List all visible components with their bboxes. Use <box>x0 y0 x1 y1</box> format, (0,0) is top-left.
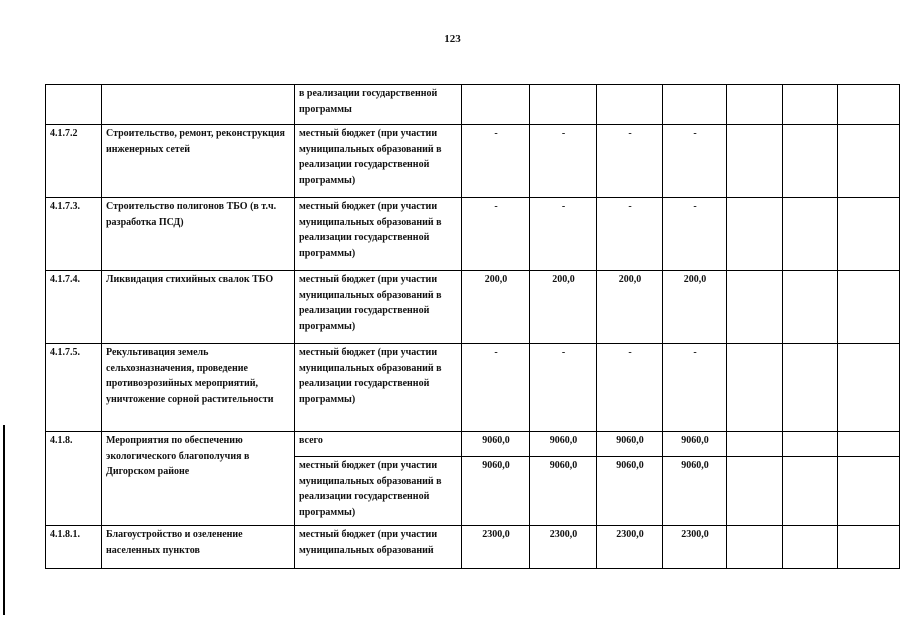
empty-cell <box>783 85 838 125</box>
row-value: 200,0 <box>597 271 663 344</box>
row-source: местный бюджет (при участии муниципальных образований в реализации государственной программы) <box>295 198 462 271</box>
row-value <box>597 85 663 125</box>
row-name: Ликвидация стихийных свалок ТБО <box>102 271 295 344</box>
row-code: 4.1.7.4. <box>46 271 102 344</box>
row-value: - <box>597 344 663 432</box>
empty-cell <box>838 198 900 271</box>
row-source: местный бюджет (при участии муниципальных образований в реализации государственной программы) <box>295 125 462 198</box>
row-code: 4.1.7.5. <box>46 344 102 432</box>
empty-cell <box>838 85 900 125</box>
row-name: Строительство полигонов ТБО (в т.ч. разработка ПСД) <box>102 198 295 271</box>
row-value: - <box>530 344 597 432</box>
row-value: - <box>663 125 727 198</box>
row-value: 9060,0 <box>663 432 727 457</box>
empty-cell <box>838 344 900 432</box>
table-row <box>46 271 900 344</box>
row-value <box>462 85 530 125</box>
row-name <box>102 85 295 125</box>
empty-cell <box>783 271 838 344</box>
row-code: 4.1.7.2 <box>46 125 102 198</box>
row-value: 2300,0 <box>530 526 597 569</box>
table-row <box>46 198 900 271</box>
empty-cell <box>838 432 900 457</box>
row-name: Рекультивация земель сельхозназначения, проведение противоэрозийных мероприятий, уничтожение сорной растительности <box>102 344 295 432</box>
row-value <box>530 85 597 125</box>
empty-cell <box>783 526 838 569</box>
empty-cell <box>783 344 838 432</box>
empty-cell <box>727 344 783 432</box>
row-value: 9060,0 <box>597 432 663 457</box>
row-value: - <box>530 125 597 198</box>
row-value: 2300,0 <box>663 526 727 569</box>
table-row <box>46 344 900 432</box>
table-row <box>46 526 900 569</box>
row-value: 200,0 <box>462 271 530 344</box>
empty-cell <box>838 457 900 526</box>
row-value: - <box>530 198 597 271</box>
row-source: местный бюджет (при участии муниципальных образований в реализации государственной программы) <box>295 344 462 432</box>
budget-table <box>45 84 900 569</box>
row-value: 200,0 <box>530 271 597 344</box>
row-source: местный бюджет (при участии муниципальных образований <box>295 526 462 569</box>
empty-cell <box>838 271 900 344</box>
page-number: 123 <box>444 33 461 45</box>
row-code: 4.1.7.3. <box>46 198 102 271</box>
row-value: 9060,0 <box>462 457 530 526</box>
row-name: Благоустройство и озеленение населенных пунктов <box>102 526 295 569</box>
row-value: 200,0 <box>663 271 727 344</box>
row-code <box>46 85 102 125</box>
row-name: Мероприятия по обеспечению экологического благополучия в Дигорском районе <box>102 432 295 526</box>
row-value <box>663 85 727 125</box>
empty-cell <box>727 271 783 344</box>
table-row <box>46 85 900 125</box>
empty-cell <box>838 125 900 198</box>
row-value: - <box>663 198 727 271</box>
row-source: в реализации государственной программы <box>295 85 462 125</box>
row-value: 2300,0 <box>597 526 663 569</box>
empty-cell <box>783 198 838 271</box>
table-row <box>46 125 900 198</box>
row-value: 9060,0 <box>462 432 530 457</box>
row-value: - <box>597 125 663 198</box>
empty-cell <box>727 85 783 125</box>
empty-cell <box>838 526 900 569</box>
empty-cell <box>727 198 783 271</box>
row-code: 4.1.8. <box>46 432 102 526</box>
row-code: 4.1.8.1. <box>46 526 102 569</box>
empty-cell <box>727 125 783 198</box>
row-source: всего <box>295 432 462 457</box>
row-value: - <box>663 344 727 432</box>
row-value: - <box>462 198 530 271</box>
row-value: 9060,0 <box>530 432 597 457</box>
row-value: 9060,0 <box>530 457 597 526</box>
row-source: местный бюджет (при участии муниципальных образований в реализации государственной программы) <box>295 271 462 344</box>
empty-cell <box>783 432 838 457</box>
table-row <box>46 432 900 457</box>
empty-cell <box>783 457 838 526</box>
row-value: - <box>597 198 663 271</box>
empty-cell <box>727 432 783 457</box>
row-value: 9060,0 <box>597 457 663 526</box>
row-name: Строительство, ремонт, реконструкция инженерных сетей <box>102 125 295 198</box>
empty-cell <box>727 457 783 526</box>
row-value: - <box>462 344 530 432</box>
row-value: - <box>462 125 530 198</box>
row-source: местный бюджет (при участии муниципальных образований в реализации государственной программы) <box>295 457 462 526</box>
row-value: 2300,0 <box>462 526 530 569</box>
row-value: 9060,0 <box>663 457 727 526</box>
margin-line <box>3 425 5 615</box>
empty-cell <box>783 125 838 198</box>
empty-cell <box>727 526 783 569</box>
